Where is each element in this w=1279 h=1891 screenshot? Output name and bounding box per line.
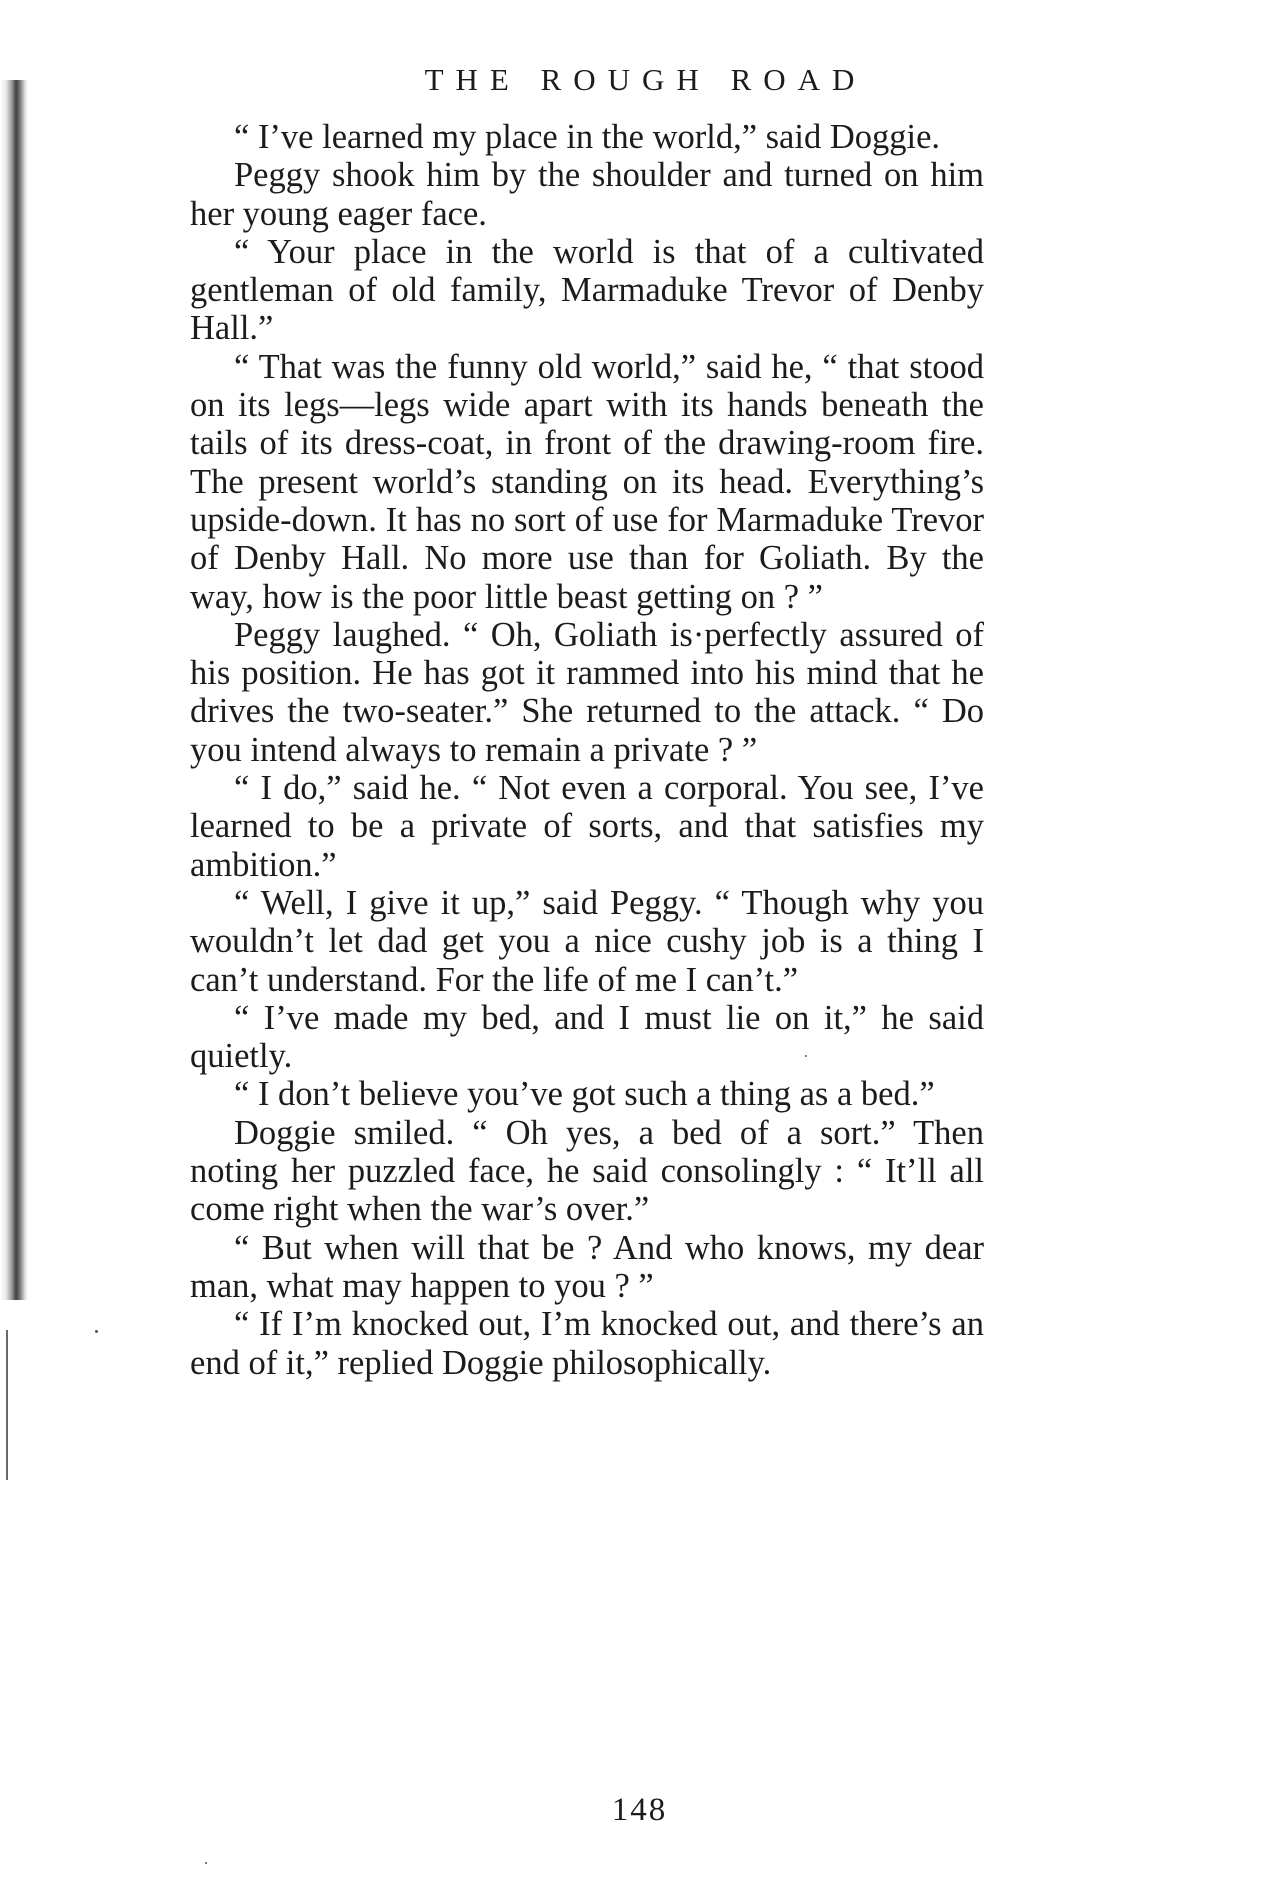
paragraph: Peggy laughed. “ Oh, Goliath is·perfectly assured of his position. He has got it rammed into his mind that he drives the two-seater.” She returned to the attack. “ Do you intend always to remain a private ? ” (190, 615, 984, 769)
page-binding-shadow (0, 80, 28, 1300)
paragraph: Doggie smiled. “ Oh yes, a bed of a sort.” Then noting her puzzled face, he said consolingly : “ It’ll all come right when the war’s over.” (190, 1113, 984, 1229)
paragraph: Peggy shook him by the shoulder and turned on him her young eager face. (190, 156, 984, 233)
page-binding-edge (6, 1330, 8, 1480)
paper-speck (205, 1862, 207, 1864)
paragraph: “ I don’t believe you’ve got such a thing as a bed.” (234, 1075, 935, 1114)
paragraph: “ I’ve made my bed, and I must lie on it,” he said quietly. (190, 998, 984, 1076)
paragraph: “ That was the funny old world,” said he, “ that stood on its legs—legs wide apart with its hands beneath the tails of its dress-coat, in front of the drawing-room fire. The present world’s standing on its head. Everything’s upside-down. It has no sort of use for Marmaduke Trevor of Denby Hall. No more use than for Goliath. By the way, how is the poor little beast getting on ? ” (190, 347, 984, 616)
paragraph: “ If I’m knocked out, I’m knocked out, and there’s an end of it,” replied Doggie philosophically. (190, 1305, 984, 1382)
body-text (190, 118, 984, 1382)
paragraph: “ I’ve learned my place in the world,” said Doggie. (234, 118, 941, 156)
paper-speck (805, 1055, 807, 1057)
paragraph: “ Your place in the world is that of a cultivated gentleman of old family, Marmaduke Trevor of Denby Hall.” (190, 232, 984, 348)
paragraph: “ Well, I give it up,” said Peggy. “ Though why you wouldn’t let dad get you a nice cushy job is a thing I can’t understand. For the life of me I can’t.” (190, 883, 984, 999)
page-number: 148 (611, 1792, 668, 1828)
paragraph: “ But when will that be ? And who knows, my dear man, what may happen to you ? ” (190, 1228, 984, 1305)
paragraph: “ I do,” said he. “ Not even a corporal. You see, I’ve learned to be a private of sorts, and that satisfies my ambition.” (190, 769, 984, 884)
running-head: THE ROUGH ROAD (424, 62, 867, 97)
paper-speck (95, 1330, 98, 1333)
